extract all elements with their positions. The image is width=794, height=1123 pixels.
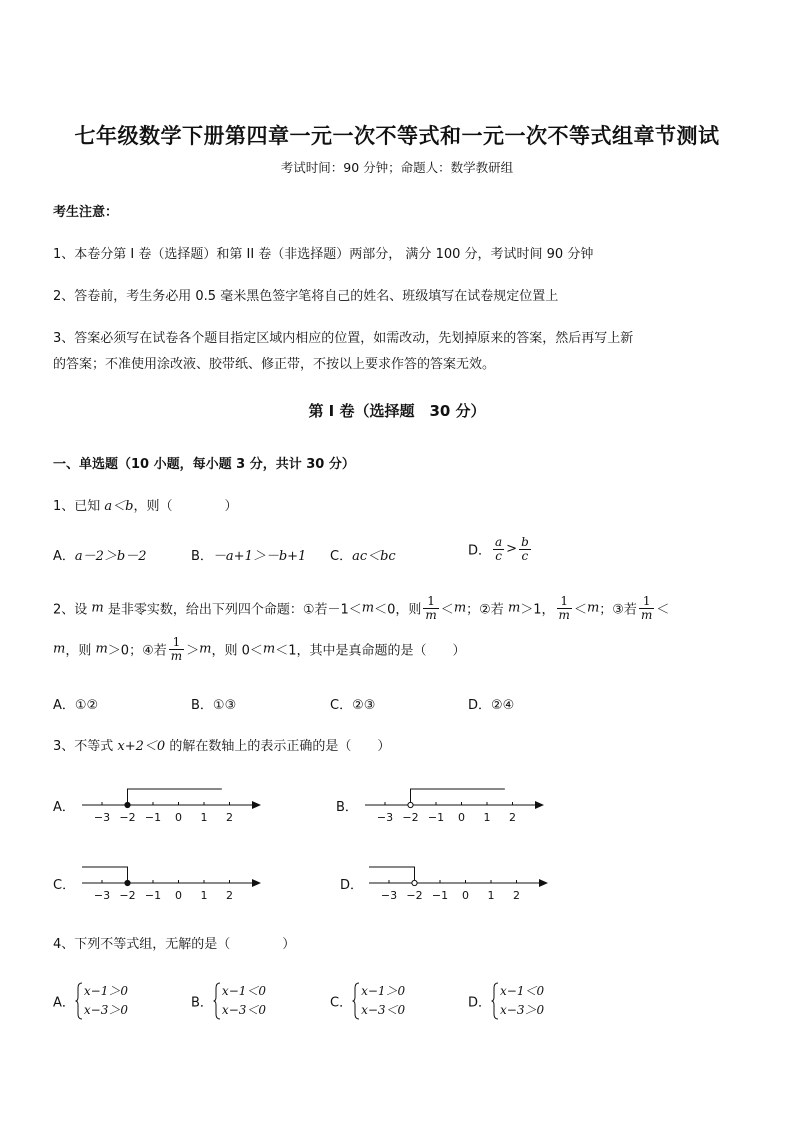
- inequality-system: [352, 982, 405, 1020]
- variable: m: [53, 641, 66, 657]
- variable: m: [95, 641, 108, 657]
- comparison-operator: >: [506, 541, 518, 557]
- variable: m: [199, 641, 212, 657]
- notice-item-1: 1、本卷分第 I 卷（选择题）和第 II 卷（非选择题）两部分， 满分 100 分，考试时间 90 分钟: [53, 247, 594, 262]
- option-label: B．: [191, 698, 213, 713]
- arrow-icon: [252, 801, 261, 809]
- tick-label: −1: [144, 811, 162, 824]
- page-title: 七年级数学下册第四章一元一次不等式和一元一次不等式组章节测试: [74, 123, 720, 148]
- exam-subtitle: 考试时间：90 分钟；命题人：数学教研组: [280, 160, 514, 175]
- tick-label: 2: [513, 889, 520, 902]
- text: ＞1，: [520, 602, 555, 618]
- solution-bracket: [128, 789, 222, 805]
- q4-option-d[interactable]: [468, 982, 544, 1020]
- text: ＞: [186, 643, 200, 659]
- section-title: 第 I 卷（选择题 30 分）: [308, 402, 486, 420]
- option-label: C．: [330, 995, 353, 1011]
- q2-option-a[interactable]: [53, 694, 98, 713]
- tick-label: −1: [431, 889, 449, 902]
- tick-label: 2: [509, 811, 516, 824]
- option-label: A．: [53, 698, 75, 713]
- number-line-c: [80, 858, 265, 908]
- solution-bracket: [411, 789, 505, 805]
- q4-option-b[interactable]: [191, 982, 266, 1020]
- fraction: $\frac{1}{m}$: [558, 594, 570, 622]
- tick-label: −3: [93, 811, 111, 824]
- q2-option-d[interactable]: [468, 694, 514, 713]
- fraction: $\frac{b}{c}$: [521, 535, 529, 563]
- q2-option-c[interactable]: [330, 694, 375, 713]
- arrow-icon: [252, 879, 261, 887]
- inequality-system: [491, 982, 544, 1020]
- left-brace-icon: [75, 982, 83, 1020]
- notice-heading: 考生注意：: [53, 205, 119, 220]
- option-label: D．: [468, 698, 492, 713]
- tick-label: −1: [144, 889, 162, 902]
- tick-label: 0: [175, 889, 182, 902]
- option-label: C．: [330, 549, 353, 564]
- tick-label: 1: [487, 889, 495, 902]
- text: 2、设: [53, 602, 92, 618]
- text: 3、不等式: [53, 739, 118, 754]
- q1-prefix: 1、已知: [53, 499, 105, 514]
- fraction: $\frac{1}{m}$: [170, 635, 183, 663]
- inequality-line: x−1＜0: [221, 984, 267, 998]
- q3-option-b-label[interactable]: B．: [336, 800, 358, 815]
- inequality-line: x−3＜0: [221, 1003, 267, 1017]
- inequality-system: [213, 982, 266, 1020]
- tick-label: −3: [376, 811, 394, 824]
- tick-label: −1: [427, 811, 445, 824]
- text: ＜1，其中是真命题的是（ ）: [275, 643, 466, 659]
- fraction: $\frac{1}{m}$: [425, 594, 437, 622]
- tick-label: −3: [93, 889, 111, 902]
- inequality-system: [75, 982, 128, 1020]
- inequality-line: x−3＜0: [361, 1003, 406, 1017]
- inequality-line: x−1＞0: [361, 984, 406, 998]
- inequality-line: x−1＜0: [500, 984, 545, 998]
- option-text: ①③: [212, 698, 237, 713]
- solution-bracket: [82, 867, 128, 883]
- fraction: $\frac{1}{m}$: [640, 594, 653, 622]
- q3-option-a-label[interactable]: A．: [53, 800, 75, 815]
- option-label: A．: [53, 995, 75, 1011]
- tick-label: −2: [406, 889, 423, 902]
- q1-option-a[interactable]: [53, 545, 147, 564]
- number-line-a: [80, 780, 265, 830]
- tick-label: 2: [226, 889, 233, 902]
- option-text: ②④: [491, 698, 515, 713]
- q1-condition: a＜b: [104, 499, 134, 514]
- text: ＜: [656, 602, 670, 618]
- notice-item-2: 2、答卷前，考生务必用 0.5 毫米黑色签字笔将自己的姓名、班级填写在试卷规定位置上: [53, 289, 559, 304]
- q1-option-b[interactable]: [191, 545, 306, 564]
- q1-suffix: ，则（ ）: [133, 499, 238, 514]
- tick-label: −2: [119, 811, 136, 824]
- question-3-stem: [53, 735, 390, 754]
- text: 的解在数轴上的表示正确的是（ ）: [165, 739, 391, 754]
- text: ；②若: [466, 602, 508, 618]
- option-label: B．: [191, 549, 213, 564]
- filled-point: [125, 880, 130, 885]
- q4-option-a[interactable]: [53, 982, 128, 1020]
- tick-label: 1: [200, 889, 208, 902]
- q3-option-c-label[interactable]: C．: [53, 878, 76, 893]
- variable: m: [507, 600, 521, 616]
- q2-option-b[interactable]: [191, 694, 236, 713]
- arrow-icon: [539, 879, 548, 887]
- tick-label: 1: [483, 811, 491, 824]
- option-text: ①②: [74, 698, 99, 713]
- fraction: $\frac{a}{c}$: [495, 535, 503, 563]
- variable: m: [262, 641, 276, 657]
- q1-option-d[interactable]: [468, 536, 533, 562]
- tick-label: 1: [200, 811, 208, 824]
- open-point: [412, 880, 417, 885]
- tick-label: −2: [119, 889, 136, 902]
- option-text: a－2＞b－2: [74, 549, 147, 564]
- notice-item-3-line-1: 3、答案必须写在试卷各个题目指定区域内相应的位置，如需改动，先划掉原来的答案，然后再写上新: [53, 331, 634, 346]
- inequality-line: x−3＞0: [500, 1003, 545, 1017]
- notice-item-3-line-2: 的答案；不准使用涂改液、胶带纸、修正带，不按以上要求作答的答案无效。: [53, 357, 496, 372]
- tick-label: 2: [226, 811, 233, 824]
- tick-label: 0: [462, 889, 469, 902]
- question-2-line-1: [53, 595, 669, 621]
- filled-point: [125, 802, 130, 807]
- tick-label: 0: [458, 811, 465, 824]
- q1-option-c[interactable]: [330, 545, 396, 564]
- option-text: ac＜bc: [352, 549, 396, 564]
- option-label: B．: [191, 995, 213, 1011]
- tick-label: −2: [402, 811, 419, 824]
- option-label: C．: [330, 698, 353, 713]
- left-brace-icon: [352, 982, 360, 1020]
- variable: m: [361, 600, 375, 616]
- open-point: [408, 802, 413, 807]
- left-brace-icon: [491, 982, 499, 1020]
- text: ＜0，则: [374, 602, 422, 618]
- variable: m: [453, 600, 467, 616]
- option-label: D．: [468, 995, 492, 1011]
- option-text: －a+1＞－b+1: [212, 549, 307, 564]
- tick-label: 0: [175, 811, 182, 824]
- variable: m: [586, 600, 600, 616]
- inequality-line: x−3＞0: [83, 1003, 128, 1017]
- part-heading: 一、单选题（10 小题，每小题 3 分，共计 30 分）: [53, 457, 355, 472]
- left-brace-icon: [213, 982, 221, 1020]
- inequality-line: x−1＞0: [83, 984, 128, 998]
- text: ，则: [65, 643, 96, 659]
- text: ＜: [573, 602, 587, 618]
- number-line-d: [367, 858, 552, 908]
- question-2-line-2: [53, 636, 465, 662]
- arrow-icon: [535, 801, 544, 809]
- text: ，则 0＜: [211, 643, 263, 659]
- variable: m: [91, 600, 104, 616]
- number-line-b: [363, 780, 548, 830]
- text: ＜: [440, 602, 454, 618]
- q4-option-c[interactable]: [330, 982, 405, 1020]
- tick-label: −3: [380, 889, 398, 902]
- text: ＞0；④若: [107, 643, 167, 659]
- question-1-stem: [53, 495, 238, 514]
- option-label: A．: [53, 549, 75, 564]
- text: ；③若: [599, 602, 637, 618]
- option-label: D．: [468, 543, 492, 559]
- text: 是非零实数，给出下列四个命题：①若－1＜: [103, 602, 362, 618]
- question-4-stem: 4、下列不等式组，无解的是（ ）: [53, 937, 296, 952]
- q3-option-d-label[interactable]: D．: [340, 878, 364, 893]
- inequality: x+2＜0: [117, 739, 166, 754]
- solution-bracket: [369, 867, 415, 883]
- option-text: ②③: [352, 698, 376, 713]
